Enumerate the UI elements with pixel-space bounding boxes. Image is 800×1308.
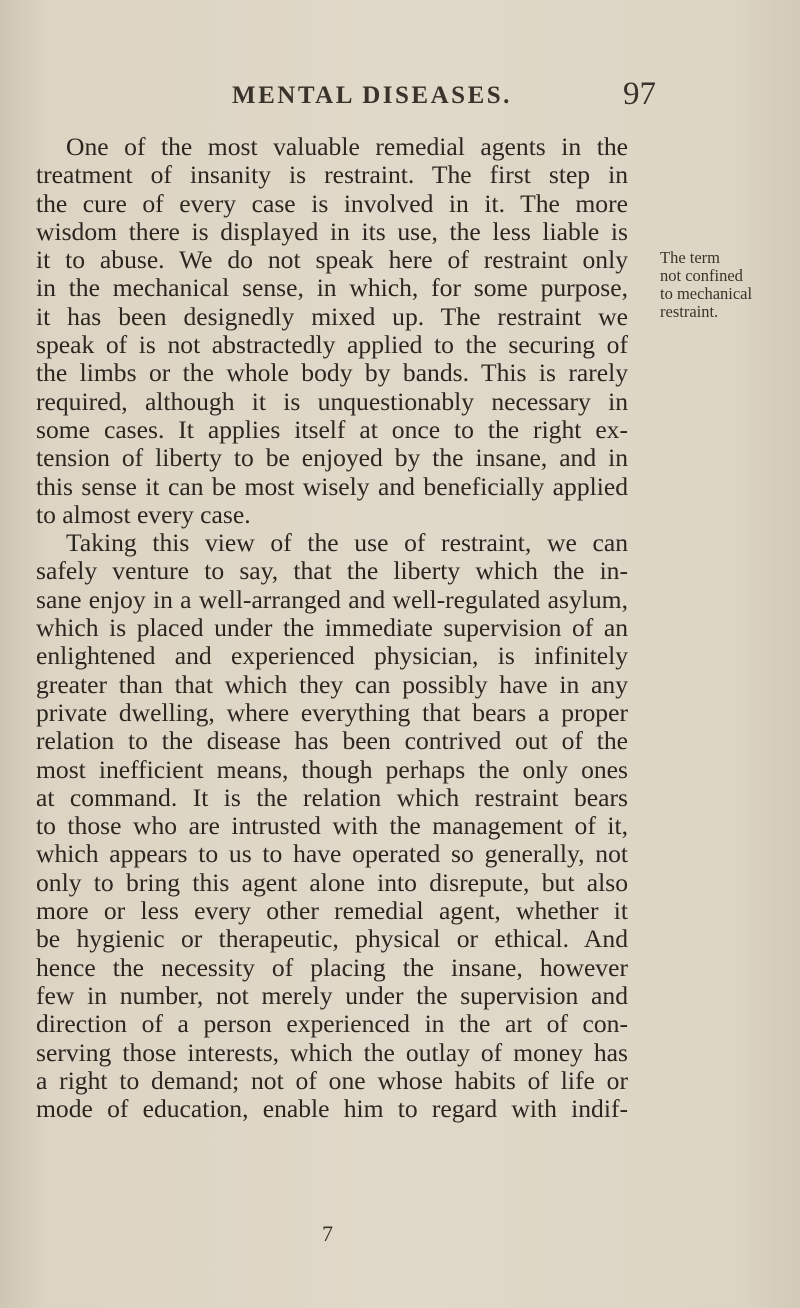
text-line: only to bring this agent alone into disrepute, but also (36, 867, 628, 897)
margin-note-line: The term (660, 248, 721, 267)
page-number: 97 (623, 76, 656, 112)
text-line: some cases. It applies itself at once to the right ex- (36, 414, 628, 444)
body-text (36, 133, 628, 1123)
text-line: tension of liberty to be enjoyed by the insane, and in (36, 443, 628, 473)
text-line: which appears to us to have operated so generally, not (36, 839, 628, 869)
margin-note (660, 249, 800, 321)
text-line: wisdom there is displayed in its use, the less liable is (36, 216, 628, 246)
text-line: it to abuse. We do not speak here of restraint only (36, 245, 628, 275)
text-line: speak of is not abstractedly applied to the securing of (36, 330, 628, 360)
text-line: safely venture to say, that the liberty which the in- (36, 556, 628, 586)
page-header (232, 76, 662, 116)
margin-note-line: not confined (660, 266, 743, 285)
text-line: private dwelling, where everything that bears a proper (36, 697, 628, 727)
text-line: be hygienic or therapeutic, physical or ethical. And (36, 924, 628, 954)
text-line: at command. It is the relation which restraint bears (36, 782, 628, 812)
text-line: which is placed under the immediate supervision of an (36, 613, 628, 643)
text-line: sane enjoy in a well-arranged and well-regulated asylum, (36, 584, 628, 614)
text-line: to those who are intrusted with the management of it, (36, 811, 628, 841)
text-line: treatment of insanity is restraint. The first step in (36, 160, 628, 190)
text-line: mode of education, enable him to regard with indif- (36, 1094, 628, 1124)
text-line: more or less every other remedial agent, whether it (36, 896, 628, 926)
text-line: to almost every case. (36, 499, 251, 529)
text-line: Taking this view of the use of restraint, we can (66, 528, 628, 558)
text-line: serving those interests, which the outlay of money has (36, 1037, 628, 1067)
text-line: few in number, not merely under the supervision and (36, 980, 628, 1010)
text-line: it has been designedly mixed up. The restraint we (36, 301, 628, 331)
text-line: in the mechanical sense, in which, for some purpose, (36, 273, 628, 303)
text-line: direction of a person experienced in the art of con- (36, 1009, 628, 1039)
signature-mark: 7 (322, 1221, 333, 1246)
margin-note-line: to mechanical (660, 284, 753, 303)
text-line: hence the necessity of placing the insane, however (36, 952, 628, 982)
text-line: required, although it is unquestionably necessary in (36, 386, 628, 416)
margin-note-line: restraint. (660, 302, 719, 321)
text-line: the limbs or the whole body by bands. This is rarely (36, 358, 628, 388)
running-head: MENTAL DISEASES. (232, 82, 512, 109)
text-line: greater than that which they can possibly have in any (36, 669, 628, 699)
text-line: enlightened and experienced physician, is infinitely (36, 641, 628, 671)
text-line: One of the most valuable remedial agents in the (66, 132, 628, 161)
text-line: relation to the disease has been contrived out of the (36, 726, 628, 756)
text-line: most inefficient means, though perhaps the only ones (36, 754, 628, 784)
text-line: the cure of every case is involved in it. The more (36, 188, 628, 218)
text-line: this sense it can be most wisely and beneficially applied (36, 471, 628, 501)
text-line: a right to demand; not of one whose habits of life or (36, 1065, 628, 1095)
